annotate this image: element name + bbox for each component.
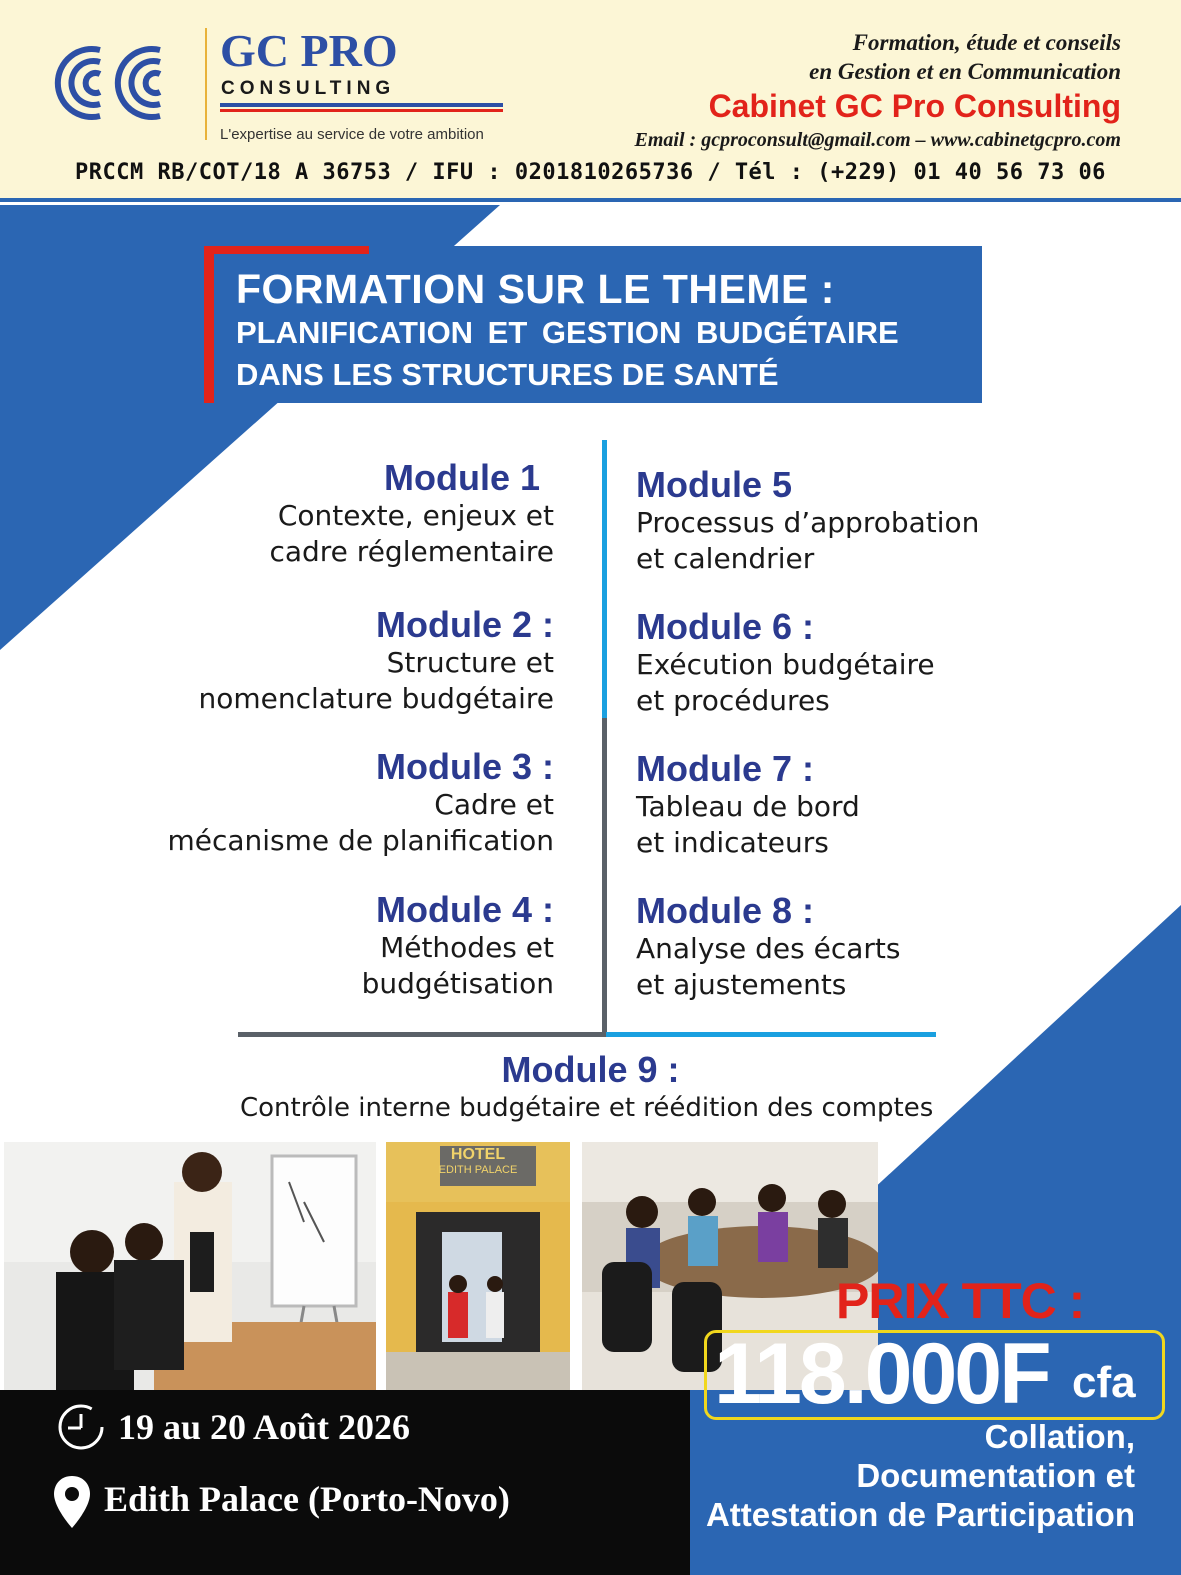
module-1 — [34, 458, 554, 570]
brand-slogan: L'expertise au service de votre ambition — [220, 126, 484, 143]
module-2-desc-1: Structure et — [386, 646, 554, 679]
module-3-title: Module 3 : — [376, 746, 554, 787]
module-2 — [34, 605, 554, 717]
registration-line: PRCCM RB/COT/18 A 36753 / IFU : 0201810265736 / Tél : (+229) 01 40 56 73 06 — [75, 160, 1106, 185]
module-4-desc-1: Méthodes et — [380, 931, 554, 964]
clock-icon — [56, 1402, 106, 1452]
tagline-line-1: Formation, étude et conseils — [852, 30, 1121, 55]
location-pin-icon — [52, 1474, 92, 1530]
module-9-title: Module 9 : — [501, 1049, 680, 1090]
vertical-divider-top — [602, 440, 607, 720]
brand-sub: CONSULTING — [221, 78, 396, 99]
includes-line-2: Documentation et — [856, 1457, 1135, 1494]
module-8-title: Module 8 : — [636, 890, 814, 931]
module-8 — [636, 891, 1116, 1003]
module-5 — [636, 465, 1116, 577]
price-label: PRIX TTC : — [836, 1273, 1085, 1329]
module-3-desc-2: mécanisme de planification — [167, 824, 554, 857]
tagline-line-2: en Gestion et en Communication — [809, 59, 1121, 84]
vertical-divider-bottom — [602, 718, 607, 1036]
module-1-desc-1: Contexte, enjeux et — [277, 499, 554, 532]
price-currency: cfa — [1072, 1358, 1136, 1407]
module-1-title: Module 1 — [383, 457, 540, 498]
hotel-sign-line-2: EDITH PALACE — [438, 1164, 518, 1176]
title-line-3: DANS LES STRUCTURES DE SANTÉ — [236, 357, 779, 392]
module-6-title: Module 6 : — [636, 606, 814, 647]
module-5-desc-1: Processus d’approbation — [636, 506, 980, 539]
title-accent-left — [204, 246, 214, 403]
module-4-title: Module 4 : — [376, 889, 554, 930]
module-6-desc-2: et procédures — [636, 684, 830, 717]
event-date: 19 au 20 Août 2026 — [118, 1407, 411, 1447]
photo-hotel-edith-palace — [386, 1142, 570, 1390]
module-4 — [34, 890, 554, 1002]
module-4-desc-2: budgétisation — [361, 967, 554, 1000]
module-5-title: Module 5 — [636, 464, 793, 505]
module-8-desc-1: Analyse des écarts — [636, 932, 901, 965]
module-2-desc-2: nomenclature budgétaire — [198, 682, 554, 715]
contact-line: Email : gcproconsult@gmail.com – www.cabinetgcpro.com — [634, 129, 1121, 151]
module-9-desc: Contrôle interne budgétaire et réédition des comptes — [240, 1093, 934, 1123]
title-line-1: FORMATION SUR LE THEME : — [236, 266, 835, 312]
module-7-desc-2: et indicateurs — [636, 826, 829, 859]
includes-line-3: Attestation de Participation — [705, 1496, 1135, 1533]
module-7-desc-1: Tableau de bord — [636, 790, 860, 823]
module-8-desc-2: et ajustements — [636, 968, 847, 1001]
price-amount: 118.000F — [714, 1326, 1049, 1422]
photo-training-session — [4, 1142, 376, 1390]
module-3 — [34, 747, 554, 859]
title-accent-top — [204, 246, 369, 254]
module-2-title: Module 2 : — [376, 604, 554, 645]
includes-line-1: Collation, — [984, 1418, 1135, 1455]
horizontal-divider-right — [606, 1032, 936, 1037]
module-7-title: Module 7 : — [636, 748, 814, 789]
horizontal-divider-left — [238, 1032, 606, 1037]
module-6 — [636, 607, 1116, 719]
module-1-desc-2: cadre réglementaire — [269, 535, 554, 568]
event-location: Edith Palace (Porto-Novo) — [104, 1479, 510, 1519]
module-6-desc-1: Exécution budgétaire — [636, 648, 935, 681]
module-5-desc-2: et calendrier — [636, 542, 815, 575]
cabinet-name: Cabinet GC Pro Consulting — [708, 88, 1121, 124]
title-line-2: PLANIFICATION ET GESTION BUDGÉTAIRE — [236, 315, 899, 350]
module-7 — [636, 749, 1116, 861]
brand-name: GC PRO — [220, 25, 398, 76]
module-3-desc-1: Cadre et — [434, 788, 554, 821]
hotel-sign-line-1: HOTEL — [450, 1146, 506, 1163]
